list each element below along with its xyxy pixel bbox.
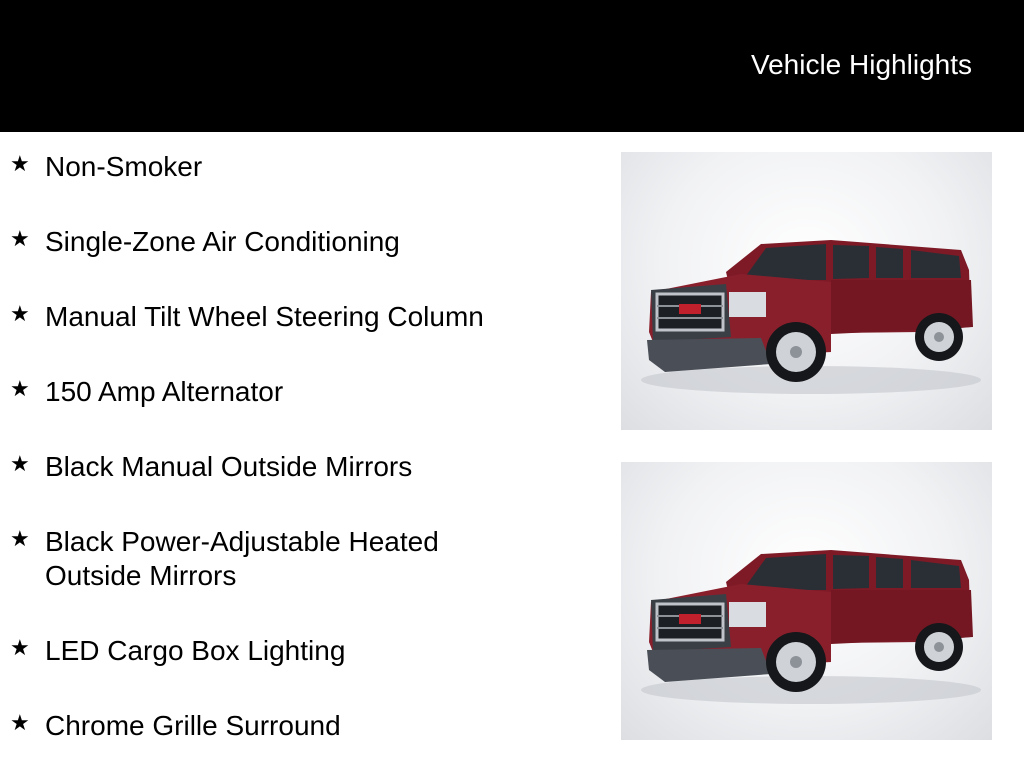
star-icon: ★ [10, 151, 30, 176]
feature-item [0, 450, 525, 484]
feature-label: Manual Tilt Wheel Steering Column [45, 301, 484, 332]
star-icon: ★ [10, 635, 30, 660]
feature-label: Black Power-Adjustable Heated Outside Mirrors [45, 526, 439, 591]
feature-item [0, 225, 525, 259]
vehicle-photo [621, 152, 992, 430]
star-icon: ★ [10, 526, 30, 551]
feature-item [0, 634, 525, 668]
star-icon: ★ [10, 710, 30, 735]
star-icon: ★ [10, 226, 30, 251]
truck-illustration [621, 152, 992, 430]
truck-illustration [621, 462, 992, 740]
feature-label: LED Cargo Box Lighting [45, 635, 346, 666]
feature-label: Non-Smoker [45, 151, 203, 182]
feature-label: Chrome Grille Surround [45, 710, 341, 741]
feature-item [0, 375, 525, 409]
feature-item [0, 525, 525, 593]
feature-label: 150 Amp Alternator [45, 376, 284, 407]
feature-item [0, 709, 525, 743]
header-bar [0, 0, 1024, 132]
page-title: Vehicle Highlights [750, 49, 972, 80]
feature-label: Single-Zone Air Conditioning [45, 226, 400, 257]
star-icon: ★ [10, 301, 30, 326]
star-icon: ★ [10, 376, 30, 401]
feature-item [0, 150, 525, 184]
feature-list [0, 150, 560, 784]
vehicle-photo [621, 462, 992, 740]
star-icon: ★ [10, 451, 30, 476]
feature-label: Black Manual Outside Mirrors [45, 451, 413, 482]
feature-item [0, 300, 525, 334]
